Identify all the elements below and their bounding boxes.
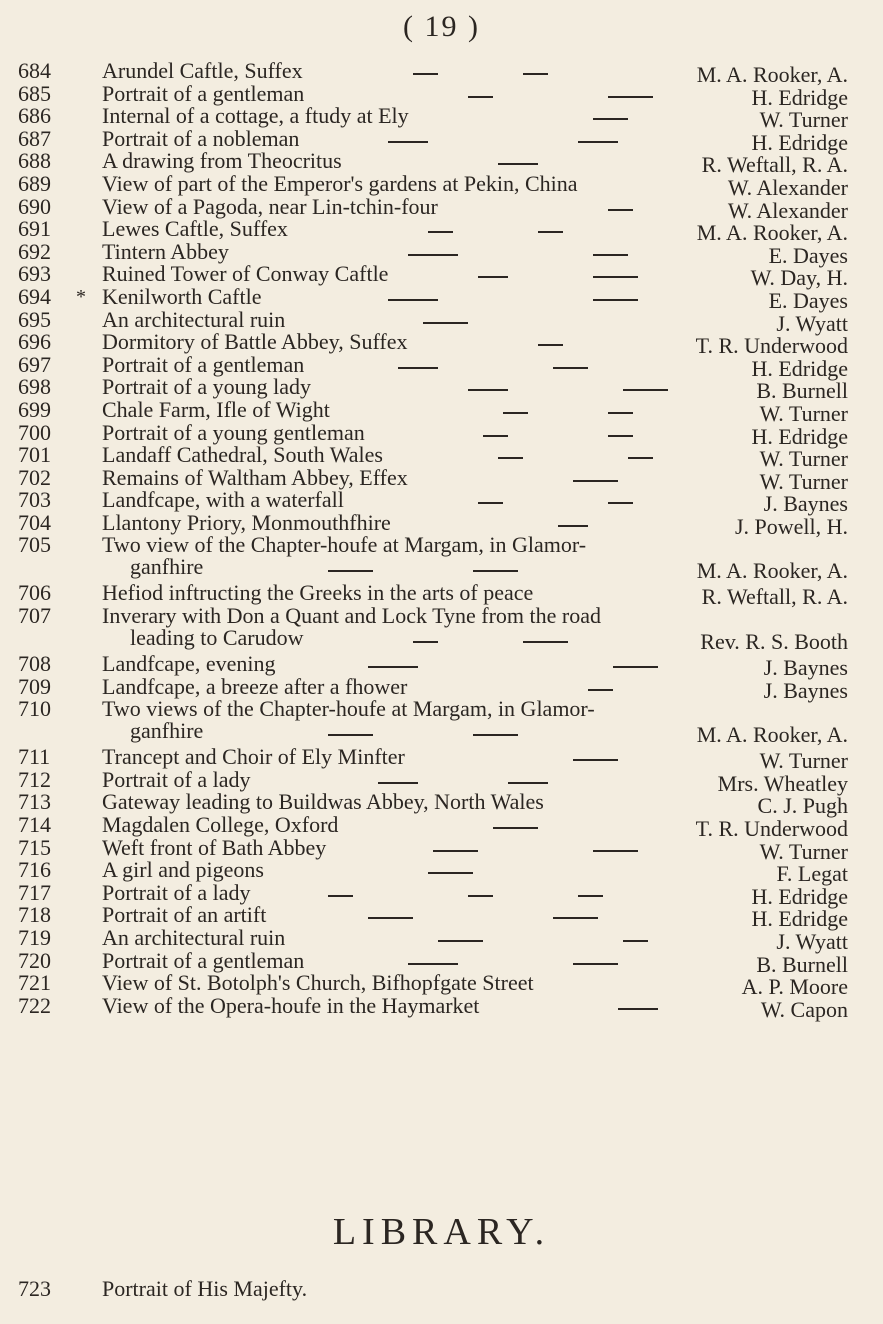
entry-title: Portrait of a young gentleman xyxy=(102,419,365,445)
entry-number: 706 xyxy=(18,580,51,606)
leader-dash xyxy=(508,782,548,784)
entry-number: 715 xyxy=(18,834,51,860)
leader-dash xyxy=(493,827,538,829)
entry-artist: R. Weftall, R. A. xyxy=(701,584,848,610)
catalogue-entry xyxy=(18,442,848,472)
leader-dash xyxy=(498,457,523,459)
entry-title: A drawing from Theocritus xyxy=(102,148,342,174)
entry-title: Portrait of a lady xyxy=(102,879,251,905)
leader-dash xyxy=(593,299,638,301)
catalogue-entry xyxy=(18,509,848,539)
entry-artist: T. R. Underwood xyxy=(695,333,848,359)
entry-artist: M. A. Rooker, A. xyxy=(696,722,848,748)
entry-number: 720 xyxy=(18,947,51,973)
entry-title: Kenilworth Caftle xyxy=(102,283,262,309)
entry-title: An architectural ruin xyxy=(102,925,286,950)
leader-dash xyxy=(588,689,613,691)
leader-dash xyxy=(483,435,508,437)
catalogue-entry xyxy=(18,329,848,359)
leader-dash xyxy=(593,850,638,852)
entry-title: Inverary with Don a Quant and Lock Tyne from the road xyxy=(102,603,602,629)
leader-dash xyxy=(593,254,628,256)
entry-title: Portrait of a lady xyxy=(102,766,251,792)
leader-dash xyxy=(328,570,373,572)
catalogue-entry xyxy=(18,902,848,932)
catalogue-entry xyxy=(18,992,848,1022)
leader-dash xyxy=(468,389,508,391)
catalogue-entry xyxy=(18,80,848,110)
entry-number: 696 xyxy=(18,329,51,355)
entry-number: 711 xyxy=(18,744,51,770)
leader-dash xyxy=(538,231,563,233)
catalogue-entry xyxy=(18,487,848,517)
catalogue-entry xyxy=(18,238,848,268)
entry-artist: W. Capon xyxy=(760,996,848,1022)
catalogue-entry xyxy=(18,857,848,887)
leader-dash xyxy=(408,963,458,965)
leader-dash xyxy=(388,299,438,301)
entry-number: 722 xyxy=(18,992,51,1018)
entry-title: Portrait of His Majefty. xyxy=(102,1276,308,1301)
entry-artist: H. Edridge xyxy=(751,423,848,449)
page-number: ( 19 ) xyxy=(403,10,480,43)
leader-dash xyxy=(413,73,438,75)
entry-number: 709 xyxy=(18,673,51,699)
leader-dash xyxy=(573,480,618,482)
entry-title: Portrait of a gentleman xyxy=(102,80,305,106)
catalogue-entry xyxy=(18,947,848,977)
leader-dash xyxy=(388,141,428,143)
leader-dash xyxy=(368,666,418,668)
entry-number: 700 xyxy=(18,419,51,445)
entry-artist: H. Edridge xyxy=(751,84,848,110)
catalogue-entry xyxy=(18,374,848,404)
entry-title: Landfcape, evening xyxy=(102,651,276,677)
entry-artist: T. R. Underwood xyxy=(695,816,848,842)
entry-artist: W. Alexander xyxy=(727,174,848,200)
leader-dash xyxy=(623,940,648,942)
entry-artist: W. Turner xyxy=(759,400,848,426)
entry-number: 695 xyxy=(18,306,51,332)
entry-artist: E. Dayes xyxy=(768,242,848,268)
catalogue-entry xyxy=(18,970,848,1000)
entry-title: A girl and pigeons xyxy=(102,857,264,883)
entry-title: Tintern Abbey xyxy=(102,238,229,264)
catalogue-entry xyxy=(18,580,848,610)
entry-number: 719 xyxy=(18,925,51,950)
leader-dash xyxy=(398,367,438,369)
leader-dash xyxy=(423,322,468,324)
catalogue-entry xyxy=(18,261,848,291)
entry-number: 718 xyxy=(18,902,51,928)
entry-title-continuation: ganfhire xyxy=(130,554,204,580)
leader-dash xyxy=(608,502,633,504)
entry-artist: R. Weftall, R. A. xyxy=(701,152,848,178)
leader-dash xyxy=(608,412,633,414)
entry-artist: J. Wyatt xyxy=(776,310,848,336)
entry-title: Portrait of a gentleman xyxy=(102,351,305,377)
entry-artist: Mrs. Wheatley xyxy=(717,770,848,796)
catalogue-entry xyxy=(18,834,848,864)
entry-artist: H. Edridge xyxy=(751,129,848,155)
asterisk-mark: * xyxy=(76,285,86,308)
entry-title: Portrait of an artift xyxy=(102,902,267,928)
catalogue-entry xyxy=(18,193,848,223)
entry-artist: W. Alexander xyxy=(727,197,848,223)
entry-number: 684 xyxy=(18,58,51,83)
catalogue-entry xyxy=(18,925,848,954)
leader-dash xyxy=(378,782,418,784)
entry-title: Dormitory of Battle Abbey, Suffex xyxy=(102,329,408,355)
entry-artist: E. Dayes xyxy=(768,287,848,313)
leader-dash xyxy=(473,734,518,736)
leader-dash xyxy=(368,917,413,919)
leader-dash xyxy=(413,641,438,643)
entry-title: Arundel Caftle, Suffex xyxy=(102,58,303,83)
leader-dash xyxy=(593,276,638,278)
entry-artist: F. Legat xyxy=(776,861,848,887)
entry-number: 721 xyxy=(18,970,51,996)
leader-dash xyxy=(628,457,653,459)
leader-dash xyxy=(328,895,353,897)
entry-title: Lewes Caftle, Suffex xyxy=(102,216,288,242)
entry-number: 707 xyxy=(18,603,51,629)
entry-artist: C. J. Pugh xyxy=(757,793,848,819)
leader-dash xyxy=(478,276,508,278)
entry-number: 714 xyxy=(18,812,51,838)
leader-dash xyxy=(593,118,628,120)
entry-number: 692 xyxy=(18,238,51,264)
entry-number: 701 xyxy=(18,442,51,468)
entry-artist: J. Wyatt xyxy=(776,929,848,954)
catalogue-entry xyxy=(18,419,848,449)
entry-title: View of the Opera-houfe in the Haymarket xyxy=(102,992,480,1018)
leader-dash xyxy=(608,435,633,437)
leader-dash xyxy=(578,895,603,897)
leader-dash xyxy=(553,917,598,919)
catalogue-entry xyxy=(18,534,848,582)
entry-artist: M. A. Rooker, A. xyxy=(696,558,848,584)
catalogue-entry xyxy=(18,464,848,494)
entry-artist: B. Burnell xyxy=(756,378,848,404)
leader-dash xyxy=(408,254,458,256)
leader-dash xyxy=(328,734,373,736)
leader-dash xyxy=(618,1008,658,1010)
entry-number: 704 xyxy=(18,509,51,535)
leader-dash xyxy=(553,367,588,369)
entry-title: View of part of the Emperor's gardens at Pekin, China xyxy=(102,170,578,196)
entry-artist: J. Baynes xyxy=(763,491,848,517)
catalogue-entry xyxy=(18,103,848,133)
entry-title-continuation: leading to Carudow xyxy=(130,625,304,651)
entry-artist: W. Turner xyxy=(759,107,848,133)
entry-title: View of a Pagoda, near Lin-tchin-four xyxy=(102,193,438,219)
entry-artist: H. Edridge xyxy=(751,883,848,909)
leader-dash xyxy=(428,872,473,874)
entry-title-continuation: ganfhire xyxy=(130,718,204,744)
entry-artist: A. P. Moore xyxy=(741,974,848,1000)
catalogue-entry xyxy=(18,605,848,653)
entry-title: Two views of the Chapter-houfe at Margam, in Glamor- xyxy=(102,696,595,722)
entry-title: Trancept and Choir of Ely Minfter xyxy=(102,744,405,770)
catalogue-entry xyxy=(18,812,848,842)
entry-artist: W. Day, H. xyxy=(750,265,848,291)
entry-title: Magdalen College, Oxford xyxy=(102,812,339,838)
entry-artist: J. Powell, H. xyxy=(734,513,848,539)
entry-number: 702 xyxy=(18,464,51,490)
leader-dash xyxy=(608,96,653,98)
leader-dash xyxy=(428,231,453,233)
entry-number: 705 xyxy=(18,532,51,558)
catalogue-entry xyxy=(18,698,848,746)
catalogue-entry xyxy=(18,148,848,178)
leader-dash xyxy=(558,525,588,527)
entry-artist: M. A. Rooker, A. xyxy=(696,220,848,246)
leader-dash xyxy=(478,502,503,504)
entry-number: 703 xyxy=(18,487,51,513)
catalogue-entry xyxy=(18,673,848,703)
catalogue-entry xyxy=(18,125,848,155)
entry-number: 694 xyxy=(18,283,51,309)
leader-dash xyxy=(578,141,618,143)
catalogue-entry xyxy=(18,351,848,381)
entry-title: Ruined Tower of Conway Caftle xyxy=(102,261,389,287)
leader-dash xyxy=(573,963,618,965)
catalogue-entry xyxy=(18,216,848,246)
entry-number: 713 xyxy=(18,789,51,815)
entry-number: 717 xyxy=(18,879,51,905)
entry-title: View of St. Botolph's Church, Bifhopfgate Street xyxy=(102,970,534,996)
catalogue-entry xyxy=(18,651,848,681)
entry-artist: B. Burnell xyxy=(756,951,848,977)
entry-artist: J. Baynes xyxy=(763,677,848,703)
catalogue-entry xyxy=(18,170,848,200)
entry-number: 712 xyxy=(18,766,51,792)
catalogue-entry xyxy=(18,283,848,313)
entry-artist: H. Edridge xyxy=(751,355,848,381)
entry-title: Landaff Cathedral, South Wales xyxy=(102,442,383,468)
entry-artist: W. Turner xyxy=(759,838,848,864)
entry-number: 697 xyxy=(18,351,51,377)
entry-artist: W. Turner xyxy=(759,446,848,472)
entry-number: 693 xyxy=(18,261,51,287)
leader-dash xyxy=(468,96,493,98)
catalogue-entry xyxy=(18,58,848,87)
leader-dash xyxy=(438,940,483,942)
entry-title: Gateway leading to Buildwas Abbey, North Wales xyxy=(102,789,544,815)
section-heading: LIBRARY. xyxy=(332,1211,551,1253)
catalogue-entry xyxy=(18,879,848,909)
entry-number: 710 xyxy=(18,696,51,722)
catalogue-entry xyxy=(18,306,848,336)
leader-dash xyxy=(503,412,528,414)
entry-number: 699 xyxy=(18,396,51,422)
catalogue-entry xyxy=(18,766,848,796)
entry-number: 698 xyxy=(18,374,51,400)
entry-title: Portrait of a nobleman xyxy=(102,125,300,151)
entry-title: Landfcape, a breeze after a fhower xyxy=(102,673,408,699)
entry-number: 708 xyxy=(18,651,51,677)
entry-title: Llantony Priory, Monmouthfhire xyxy=(102,509,391,535)
entry-artist: H. Edridge xyxy=(751,906,848,932)
entry-title: Internal of a cottage, a ftudy at Ely xyxy=(102,103,409,129)
leader-dash xyxy=(523,641,568,643)
entry-title: Two view of the Chapter-houfe at Margam, in Glamor- xyxy=(102,532,587,558)
entry-title: Weft front of Bath Abbey xyxy=(102,834,327,860)
entry-artist: W. Turner xyxy=(759,748,848,774)
catalogue-entry xyxy=(18,396,848,426)
entry-title: Chale Farm, Ifle of Wight xyxy=(102,396,330,422)
entry-number: 688 xyxy=(18,148,51,174)
entry-number: 689 xyxy=(18,170,51,196)
entry-number: 690 xyxy=(18,193,51,219)
entry-title: Portrait of a gentleman xyxy=(102,947,305,973)
entry-number: 716 xyxy=(18,857,51,883)
entry-number: 686 xyxy=(18,103,51,129)
leader-dash xyxy=(608,209,633,211)
entry-number: 685 xyxy=(18,80,51,106)
entry-artist: Rev. R. S. Booth xyxy=(700,629,848,655)
catalogue-list xyxy=(18,58,848,1022)
entry-artist: W. Turner xyxy=(759,468,848,494)
entry-number: 687 xyxy=(18,125,51,151)
entry-number: 691 xyxy=(18,216,51,242)
entry-title: An architectural ruin xyxy=(102,306,286,332)
leader-dash xyxy=(623,389,668,391)
leader-dash xyxy=(523,73,548,75)
leader-dash xyxy=(433,850,478,852)
catalogue-entry xyxy=(18,744,848,774)
entry-title: Hefiod inftructing the Greeks in the arts of peace xyxy=(102,580,534,606)
entry-title: Portrait of a young lady xyxy=(102,374,311,400)
entry-title: Landfcape, with a waterfall xyxy=(102,487,344,513)
entry-title: Remains of Waltham Abbey, Effex xyxy=(102,464,408,490)
entry-artist: M. A. Rooker, A. xyxy=(696,62,848,87)
leader-dash xyxy=(613,666,658,668)
leader-dash xyxy=(468,895,493,897)
leader-dash xyxy=(498,163,538,165)
leader-dash xyxy=(538,344,563,346)
entry-artist: J. Baynes xyxy=(763,655,848,681)
catalogue-entry xyxy=(18,789,848,819)
entry-number: 723 xyxy=(18,1276,51,1301)
leader-dash xyxy=(473,570,518,572)
leader-dash xyxy=(573,759,618,761)
